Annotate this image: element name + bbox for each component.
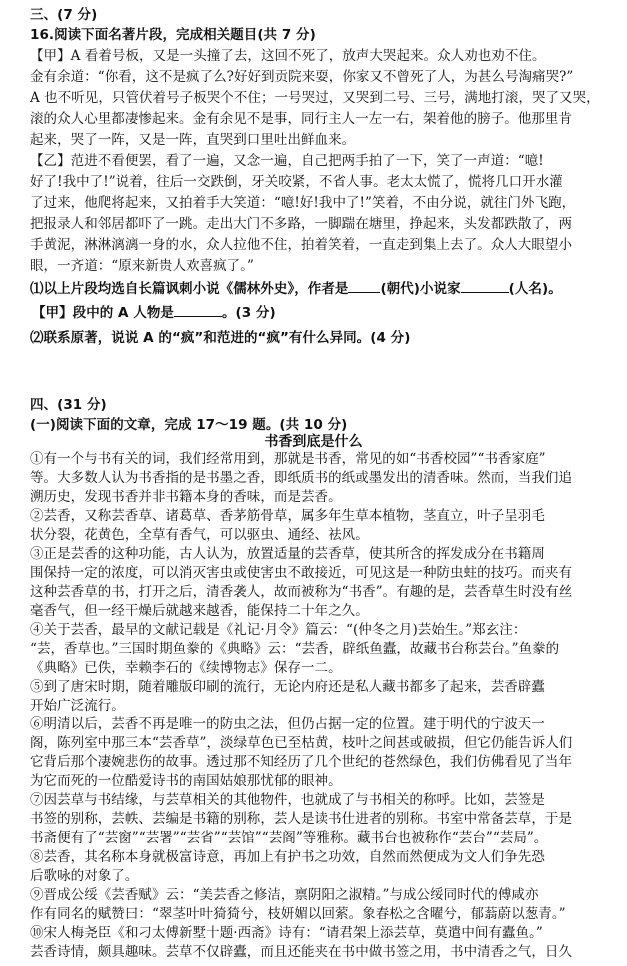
article-line: 状分裂，花黄色，全草有香气，可以驱虫、通经、祛风。 [30, 526, 369, 543]
passage-line: 【甲】A 看着号板，又是一头撞了去，这回不死了，放声大哭起来。众人劝也劝不住。 [30, 48, 546, 64]
article-line: 阁，陈列室中那三本“芸香草”，淡绿草色已至枯黄，枝叶之间甚或破损，但它仍能告诉人们 [30, 735, 573, 752]
question-1b-text: 【甲】段中的 A 人物是 [32, 305, 174, 321]
article-line: 等。大多数人认为书香指的是书墨之香，即纸质书的纸或墨发出的清香味。然而，当我们追 [30, 469, 572, 486]
passage-line: 把报录人和邻居都吓了一跳。走出大门不多路，一脚踹在塘里，挣起来，头发都跌散了，两 [30, 216, 572, 232]
article-line: 作有同名的赋赞曰：“翠茎叶叶猗猗兮，枝妍媚以回萦。象春松之含曜兮，郁蓊蔚以葱青。” [30, 906, 566, 923]
article-line: 这种芸香草的书，打开之后，清香袭人，故而被称为“书香”。有趣的是，芸香草生时没有丝 [30, 583, 573, 600]
question-1a-mid: (朝代)小说家 [380, 281, 461, 297]
article-line: 芸香诗情，颇具趣味。芸草不仅辟蠹，而且还能夹在书中做书签之用，书中清香之气，日久 [30, 944, 572, 960]
article-line: 《典略》已佚，幸赖李石的《续博物志》保存一二。 [30, 659, 342, 676]
passage-line: A 也不听见，只管伏着号子板哭个不住；一号哭过，又哭到二号、三号，满地打滚，哭了又哭， [30, 90, 600, 106]
article-line: ①有一个与书有关的词，我们经常用到，那就是书香，常见的如“书香校园”“书香家庭” [30, 451, 546, 467]
passage-line: 滚的众人心里都凄惨起来。金有余见不是事，同行主人一左一右，架着他的膀子。他那里肯 [30, 111, 572, 127]
question-1a-text: ⑴以上片段均选自长篇讽刺小说《儒林外史》，作者是 [30, 281, 349, 297]
answer-blank-person[interactable] [174, 302, 222, 317]
article-line: 书签的别称，芸帙、芸编是书籍的别称，芸人是读书仕进者的别称。书室中常备芸草，于是 [30, 811, 572, 828]
question-2: ⑵联系原著，说说 A 的“疯”和范进的“疯”有什么异同。(4 分) [30, 330, 411, 346]
passage-line: 好了!我中了!”说着，往后一交跌倒，牙关咬紧，不省人事。老太太慌了，慌将几口开水灌 [30, 174, 563, 190]
question-1b [32, 302, 276, 323]
question-1b-end: 。(3 分) [221, 305, 276, 321]
article-line: 它背后那个凄婉悲伤的故事。透过那不知经历了几个世纪的苍然绿色，我们仿佛看见了当年 [30, 754, 572, 771]
passage-line: 手黄泥，淋淋漓漓一身的水，众人拉他不住，拍着笑着，一直走到集上去了。众人大眼望小 [30, 237, 572, 253]
article-line: ⑦因芸草与书结缘，与芸草相关的其他物件，也就成了与书相关的称呼。比如，芸签是 [30, 792, 545, 809]
article-line: “芸，香草也。”三国时期鱼豢的《典略》云：“芸香，辟纸鱼蠹，故藏书台称芸台。”鱼豢的 [30, 640, 560, 657]
article-line: ⑤到了唐宋时期，随着雕版印刷的流行，无论内府还是私人藏书都多了起来，芸香辟蠹 [30, 678, 545, 695]
question-1a-end: (人名)。 [508, 281, 562, 297]
section3-header: 三、(7 分) [30, 7, 98, 23]
answer-blank-dynasty[interactable] [348, 278, 380, 293]
article-line: 为它而死的一位酷爱诗书的南国姑娘那忧郁的眼神。 [30, 773, 342, 790]
section4-header: 四、(31 分) [30, 397, 107, 413]
passage-line: 眼，一齐道：“原来新贵人欢喜疯了。” [30, 258, 254, 274]
article-line: 毫香气，但一经干燥后就越来越香，能保持二十年之久。 [30, 602, 369, 619]
passage-line: 了过来，他爬将起来，又拍着手大笑道：“噫!好!我中了!”笑着，不由分说，就往门外飞跑， [30, 195, 576, 211]
article-line: 围保持一定的浓度，可以消灭害虫或使害虫不敢接近，可见这是一种防虫蛀的技巧。而夹有 [30, 564, 572, 581]
question-1a [30, 278, 562, 299]
article-title: 书香到底是什么 [264, 434, 363, 450]
article-line: ⑧芸香，其名称本身就极富诗意，再加上有护书之功效，自然而然便成为文人们争先恐 [30, 849, 545, 866]
passage-line: 起来，哭了一阵，又是一阵，直哭到口里吐出鲜血来。 [30, 132, 356, 148]
article-line: 溯历史，发现书香并非书籍本身的香味，而是芸香。 [30, 488, 342, 505]
article-line: ⑨晋成公绥《芸香赋》云：“美芸香之修洁，禀阴阳之淑精。”与成公绥同时代的傅咸亦 [30, 887, 539, 904]
article-line: ④关于芸香，最早的文献记载是《礼记·月令》篇云：“(仲冬之月)芸始生。”郑玄注： [30, 621, 527, 638]
article-line: ⑩宋人梅尧臣《和刁太傅新墅十题·西斋》诗有：“请君架上添芸草，莫遣中间有蠹鱼。” [30, 925, 543, 942]
passage-line: 金有余道：“你看，这不是疯了么?好好到贡院来耍，你家又不曾死了人，为甚么号淘痛哭?” [30, 69, 574, 85]
article-line: ③正是芸香的这种功能，古人认为，放置适量的芸香草，使其所含的挥发成分在书籍周 [30, 545, 545, 562]
article-line: 后歌咏的对象了。 [30, 868, 139, 885]
sub-header: (一)阅读下面的文章，完成 17～19 题。(共 10 分) [30, 417, 348, 433]
article-line: ②芸香，又称芸香草、诸葛草、香茅筋骨草，属多年生草本植物，茎直立，叶子呈羽毛 [30, 507, 545, 524]
answer-blank-author[interactable] [461, 278, 509, 293]
passage-line: 【乙】范进不看便罢，看了一遍，又念一遍，自己把两手拍了一下，笑了一声道：“噫! [30, 153, 544, 169]
article-line: 开始广泛流行。 [30, 697, 125, 714]
article-line: 书斋便有了“芸窗”“芸署”“芸省”“芸馆”“芸阁”等雅称。藏书台也被称作“芸台”“芸局”。 [30, 830, 548, 847]
q16-title: 16.阅读下面名著片段，完成相关题目(共 7 分) [30, 27, 316, 43]
article-line: ⑥明清以后，芸香不再是唯一的防虫之法，但仍占据一定的位置。建于明代的宁波天一 [30, 716, 545, 733]
